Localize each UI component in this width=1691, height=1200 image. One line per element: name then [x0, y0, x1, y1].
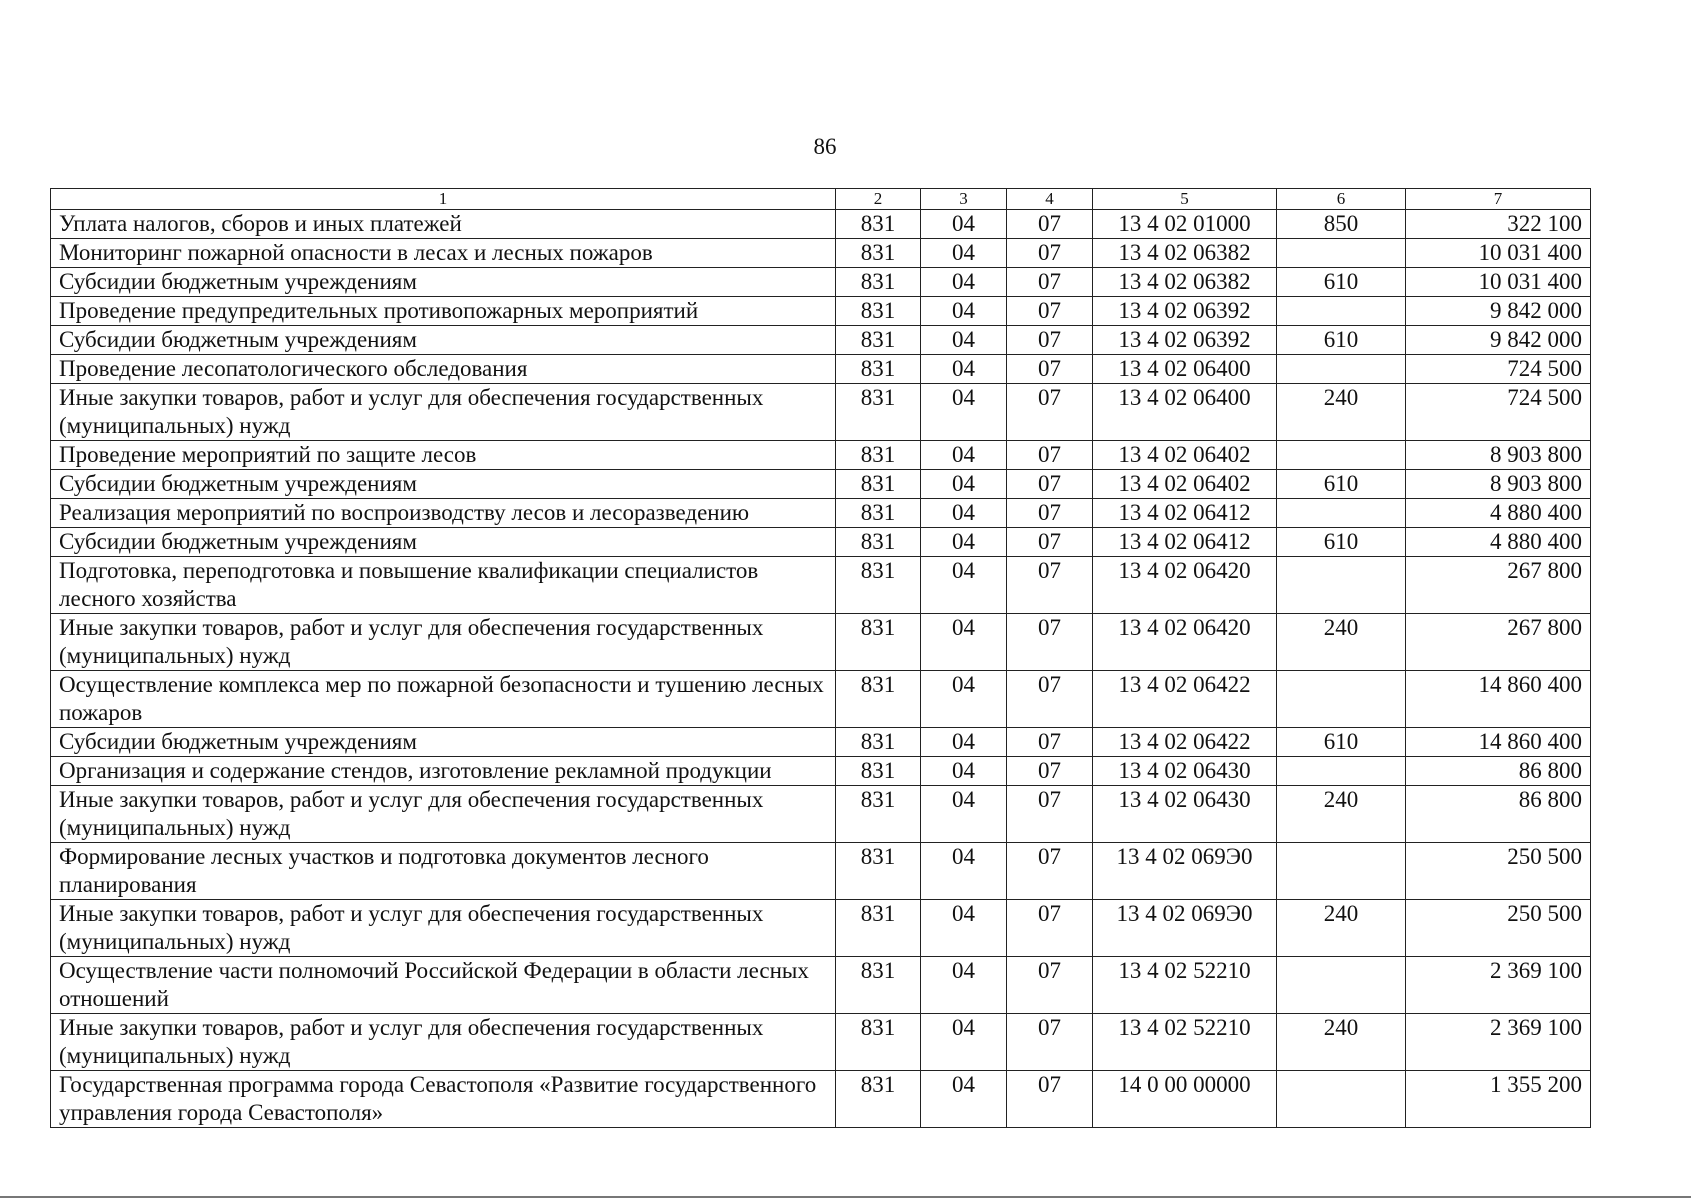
row-expense-type: 610 — [1277, 470, 1406, 499]
row-expense-type — [1277, 671, 1406, 728]
row-target-code: 13 4 02 01000 — [1093, 210, 1277, 239]
header-row — [51, 189, 1591, 210]
row-subsection: 07 — [1007, 326, 1093, 355]
row-amount: 14 860 400 — [1406, 728, 1591, 757]
row-amount: 8 903 800 — [1406, 441, 1591, 470]
page-number: 86 — [813, 134, 837, 159]
row-section: 04 — [921, 671, 1007, 728]
table-row — [51, 528, 1591, 557]
row-amount: 250 500 — [1406, 843, 1591, 900]
row-name: Субсидии бюджетным учреждениям — [51, 728, 836, 757]
row-subsection: 07 — [1007, 843, 1093, 900]
table-row — [51, 843, 1591, 900]
row-name: Субсидии бюджетным учреждениям — [51, 528, 836, 557]
row-ved: 831 — [836, 268, 921, 297]
row-expense-type — [1277, 843, 1406, 900]
row-amount: 9 842 000 — [1406, 326, 1591, 355]
row-name: Иные закупки товаров, работ и услуг для обеспечения государственных (муниципальных) нужд — [51, 614, 836, 671]
row-subsection: 07 — [1007, 297, 1093, 326]
row-ved: 831 — [836, 557, 921, 614]
row-subsection: 07 — [1007, 757, 1093, 786]
row-name: Иные закупки товаров, работ и услуг для обеспечения государственных (муниципальных) нужд — [51, 786, 836, 843]
row-expense-type: 240 — [1277, 786, 1406, 843]
row-ved: 831 — [836, 355, 921, 384]
row-section: 04 — [921, 786, 1007, 843]
row-name: Мониторинг пожарной опасности в лесах и лесных пожаров — [51, 239, 836, 268]
row-section: 04 — [921, 900, 1007, 957]
row-name: Государственная программа города Севастополя «Развитие государственного управления города Севастополя» — [51, 1071, 836, 1128]
table-row — [51, 786, 1591, 843]
row-ved: 831 — [836, 297, 921, 326]
table-row — [51, 757, 1591, 786]
row-name: Подготовка, переподготовка и повышение квалификации специалистов лесного хозяйства — [51, 557, 836, 614]
row-target-code: 13 4 02 06412 — [1093, 528, 1277, 557]
row-section: 04 — [921, 355, 1007, 384]
header-cell-4: 4 — [1007, 189, 1093, 210]
row-expense-type: 240 — [1277, 614, 1406, 671]
row-name: Формирование лесных участков и подготовка документов лесного планирования — [51, 843, 836, 900]
row-expense-type — [1277, 355, 1406, 384]
table-row — [51, 499, 1591, 528]
header-cell-7: 7 — [1406, 189, 1591, 210]
row-amount: 14 860 400 — [1406, 671, 1591, 728]
row-amount: 10 031 400 — [1406, 268, 1591, 297]
header-cell-1: 1 — [51, 189, 836, 210]
row-section: 04 — [921, 499, 1007, 528]
row-amount: 267 800 — [1406, 557, 1591, 614]
row-section: 04 — [921, 957, 1007, 1014]
row-ved: 831 — [836, 900, 921, 957]
row-section: 04 — [921, 528, 1007, 557]
row-name: Уплата налогов, сборов и иных платежей — [51, 210, 836, 239]
row-ved: 831 — [836, 528, 921, 557]
row-target-code: 13 4 02 06422 — [1093, 728, 1277, 757]
header-cell-3: 3 — [921, 189, 1007, 210]
row-expense-type — [1277, 1071, 1406, 1128]
row-section: 04 — [921, 441, 1007, 470]
row-expense-type: 240 — [1277, 900, 1406, 957]
row-expense-type: 610 — [1277, 528, 1406, 557]
row-expense-type — [1277, 239, 1406, 268]
row-expense-type — [1277, 557, 1406, 614]
row-target-code: 13 4 02 069Э0 — [1093, 843, 1277, 900]
row-target-code: 13 4 02 52210 — [1093, 957, 1277, 1014]
table-row — [51, 355, 1591, 384]
row-ved: 831 — [836, 1071, 921, 1128]
row-target-code: 13 4 02 06420 — [1093, 557, 1277, 614]
header-cell-2: 2 — [836, 189, 921, 210]
row-ved: 831 — [836, 843, 921, 900]
row-target-code: 13 4 02 06392 — [1093, 297, 1277, 326]
row-expense-type: 610 — [1277, 268, 1406, 297]
table-row — [51, 326, 1591, 355]
row-expense-type: 610 — [1277, 326, 1406, 355]
row-ved: 831 — [836, 728, 921, 757]
row-ved: 831 — [836, 384, 921, 441]
row-target-code: 14 0 00 00000 — [1093, 1071, 1277, 1128]
row-subsection: 07 — [1007, 528, 1093, 557]
row-expense-type — [1277, 757, 1406, 786]
row-target-code: 13 4 02 52210 — [1093, 1014, 1277, 1071]
row-name: Организация и содержание стендов, изготовление рекламной продукции — [51, 757, 836, 786]
row-ved: 831 — [836, 1014, 921, 1071]
row-subsection: 07 — [1007, 900, 1093, 957]
row-section: 04 — [921, 614, 1007, 671]
table-row — [51, 614, 1591, 671]
table-row — [51, 268, 1591, 297]
row-target-code: 13 4 02 069Э0 — [1093, 900, 1277, 957]
row-section: 04 — [921, 757, 1007, 786]
row-subsection: 07 — [1007, 786, 1093, 843]
row-subsection: 07 — [1007, 1071, 1093, 1128]
row-target-code: 13 4 02 06430 — [1093, 757, 1277, 786]
row-ved: 831 — [836, 239, 921, 268]
row-target-code: 13 4 02 06402 — [1093, 470, 1277, 499]
row-name: Субсидии бюджетным учреждениям — [51, 326, 836, 355]
row-name: Осуществление части полномочий Российской Федерации в области лесных отношений — [51, 957, 836, 1014]
row-section: 04 — [921, 470, 1007, 499]
row-target-code: 13 4 02 06430 — [1093, 786, 1277, 843]
table-row — [51, 297, 1591, 326]
row-amount: 86 800 — [1406, 786, 1591, 843]
row-expense-type — [1277, 441, 1406, 470]
row-ved: 831 — [836, 499, 921, 528]
row-subsection: 07 — [1007, 355, 1093, 384]
row-target-code: 13 4 02 06392 — [1093, 326, 1277, 355]
table-row — [51, 900, 1591, 957]
row-expense-type: 610 — [1277, 728, 1406, 757]
row-subsection: 07 — [1007, 614, 1093, 671]
table-row — [51, 239, 1591, 268]
table-row — [51, 1071, 1591, 1128]
row-name: Реализация мероприятий по воспроизводству лесов и лесоразведению — [51, 499, 836, 528]
row-amount: 2 369 100 — [1406, 957, 1591, 1014]
row-name: Субсидии бюджетным учреждениям — [51, 470, 836, 499]
header-cell-6: 6 — [1277, 189, 1406, 210]
row-ved: 831 — [836, 671, 921, 728]
row-expense-type: 850 — [1277, 210, 1406, 239]
row-target-code: 13 4 02 06382 — [1093, 239, 1277, 268]
row-ved: 831 — [836, 441, 921, 470]
table-row — [51, 557, 1591, 614]
row-name: Субсидии бюджетным учреждениям — [51, 268, 836, 297]
row-name: Проведение мероприятий по защите лесов — [51, 441, 836, 470]
row-target-code: 13 4 02 06420 — [1093, 614, 1277, 671]
row-subsection: 07 — [1007, 1014, 1093, 1071]
row-section: 04 — [921, 843, 1007, 900]
row-section: 04 — [921, 297, 1007, 326]
row-subsection: 07 — [1007, 441, 1093, 470]
row-subsection: 07 — [1007, 728, 1093, 757]
row-section: 04 — [921, 1014, 1007, 1071]
row-amount: 4 880 400 — [1406, 499, 1591, 528]
row-ved: 831 — [836, 470, 921, 499]
row-subsection: 07 — [1007, 499, 1093, 528]
row-amount: 8 903 800 — [1406, 470, 1591, 499]
row-ved: 831 — [836, 757, 921, 786]
row-amount: 322 100 — [1406, 210, 1591, 239]
row-section: 04 — [921, 210, 1007, 239]
table-row — [51, 1014, 1591, 1071]
row-amount: 250 500 — [1406, 900, 1591, 957]
row-name: Иные закупки товаров, работ и услуг для обеспечения государственных (муниципальных) нужд — [51, 900, 836, 957]
row-target-code: 13 4 02 06412 — [1093, 499, 1277, 528]
table-row — [51, 957, 1591, 1014]
row-subsection: 07 — [1007, 384, 1093, 441]
row-name: Проведение предупредительных противопожарных мероприятий — [51, 297, 836, 326]
row-expense-type: 240 — [1277, 1014, 1406, 1071]
table-row — [51, 441, 1591, 470]
budget-table — [50, 188, 1591, 1128]
row-amount: 10 031 400 — [1406, 239, 1591, 268]
page-edge-line — [0, 1196, 1691, 1198]
row-amount: 724 500 — [1406, 355, 1591, 384]
row-section: 04 — [921, 728, 1007, 757]
row-subsection: 07 — [1007, 470, 1093, 499]
row-subsection: 07 — [1007, 557, 1093, 614]
row-ved: 831 — [836, 786, 921, 843]
row-subsection: 07 — [1007, 210, 1093, 239]
table-row — [51, 210, 1591, 239]
row-name: Иные закупки товаров, работ и услуг для обеспечения государственных (муниципальных) нужд — [51, 1014, 836, 1071]
row-amount: 2 369 100 — [1406, 1014, 1591, 1071]
row-amount: 86 800 — [1406, 757, 1591, 786]
row-target-code: 13 4 02 06400 — [1093, 355, 1277, 384]
row-amount: 4 880 400 — [1406, 528, 1591, 557]
row-ved: 831 — [836, 957, 921, 1014]
row-subsection: 07 — [1007, 957, 1093, 1014]
header-cell-5: 5 — [1093, 189, 1277, 210]
table-row — [51, 728, 1591, 757]
table-row — [51, 671, 1591, 728]
row-expense-type — [1277, 297, 1406, 326]
row-section: 04 — [921, 268, 1007, 297]
row-subsection: 07 — [1007, 671, 1093, 728]
row-target-code: 13 4 02 06402 — [1093, 441, 1277, 470]
row-target-code: 13 4 02 06382 — [1093, 268, 1277, 297]
row-section: 04 — [921, 239, 1007, 268]
row-name: Проведение лесопатологического обследования — [51, 355, 836, 384]
row-amount: 267 800 — [1406, 614, 1591, 671]
row-amount: 1 355 200 — [1406, 1071, 1591, 1128]
row-amount: 724 500 — [1406, 384, 1591, 441]
table-row — [51, 470, 1591, 499]
row-expense-type: 240 — [1277, 384, 1406, 441]
table-row — [51, 384, 1591, 441]
row-subsection: 07 — [1007, 268, 1093, 297]
row-expense-type — [1277, 499, 1406, 528]
row-section: 04 — [921, 1071, 1007, 1128]
row-amount: 9 842 000 — [1406, 297, 1591, 326]
row-section: 04 — [921, 326, 1007, 355]
row-ved: 831 — [836, 210, 921, 239]
row-target-code: 13 4 02 06422 — [1093, 671, 1277, 728]
row-target-code: 13 4 02 06400 — [1093, 384, 1277, 441]
row-section: 04 — [921, 557, 1007, 614]
row-ved: 831 — [836, 614, 921, 671]
row-expense-type — [1277, 957, 1406, 1014]
row-section: 04 — [921, 384, 1007, 441]
row-name: Осуществление комплекса мер по пожарной безопасности и тушению лесных пожаров — [51, 671, 836, 728]
row-name: Иные закупки товаров, работ и услуг для обеспечения государственных (муниципальных) нужд — [51, 384, 836, 441]
row-ved: 831 — [836, 326, 921, 355]
row-subsection: 07 — [1007, 239, 1093, 268]
